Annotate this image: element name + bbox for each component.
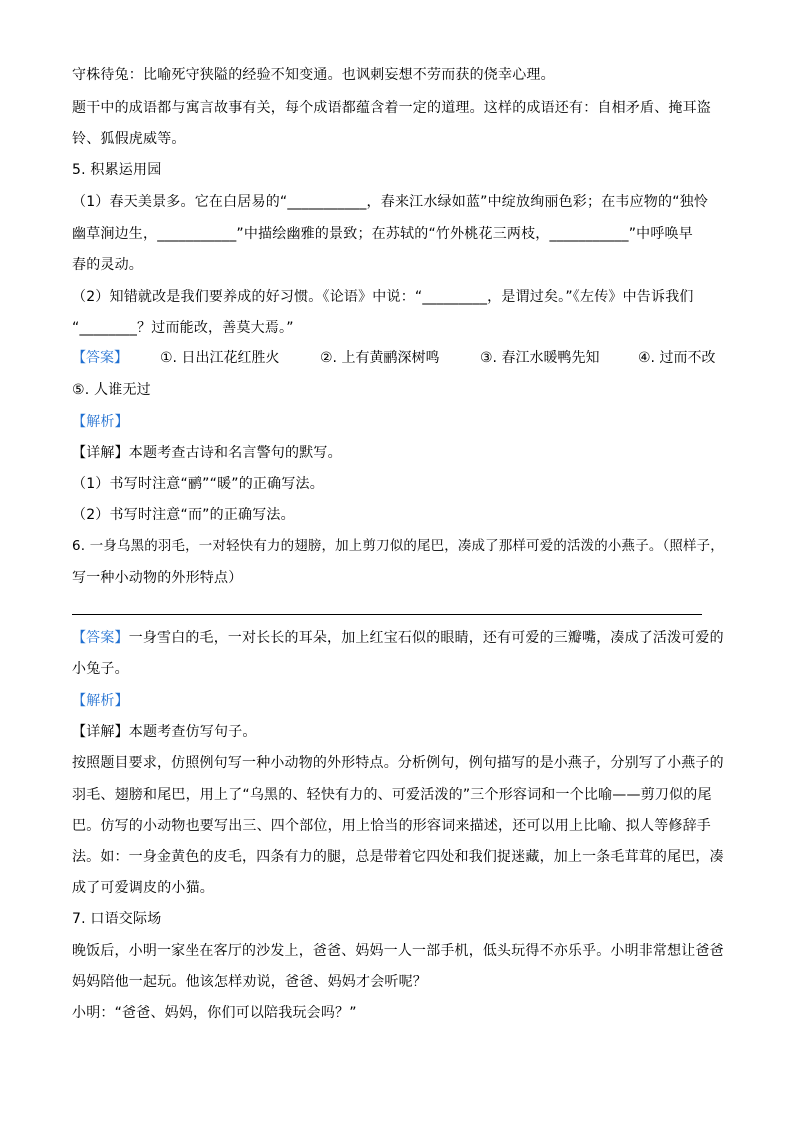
text-line: 按照题目要求，仿照例句写一种小动物的外形特点。分析例句，例句描写的是小燕子，分别写了小燕子的 xyxy=(72,755,724,771)
text-line: 法。如：一身金黄色的皮毛，四条有力的腿，总是带着它四处和我们捉迷藏，加上一条毛茸茸的尾巴，凑 xyxy=(72,849,724,865)
answer-label: 【答案】 xyxy=(72,630,129,646)
answer-item: ①. 日出江花红胜火 xyxy=(160,350,280,366)
text-line: 成了可爱调皮的小猫。 xyxy=(72,880,214,896)
text-line: （1）书写时注意“鹂”“暖”的正确写法。 xyxy=(72,476,324,492)
text-line: 巴。仿写的小动物也要写出三、四个部位，用上恰当的形容词来描述，还可以用上比喻、拟人等修辞手 xyxy=(72,818,711,834)
analysis-label: 【解析】 xyxy=(72,693,129,709)
text-line: 晚饭后，小明一家坐在客厅的沙发上，爸爸、妈妈一人一部手机，低头玩得不亦乐乎。小明非常想让爸爸 xyxy=(72,943,724,959)
text-line: （2）书写时注意“而”的正确写法。 xyxy=(72,507,295,523)
text-line: （1）春天美景多。它在白居易的“___________，春来江水绿如蓝”中绽放绚丽色彩；在韦应物的“独怜 xyxy=(72,194,709,210)
text-line: 小兔子。 xyxy=(72,661,129,677)
answer-row xyxy=(72,628,724,648)
text-line: 【详解】本题考查仿写句子。 xyxy=(72,724,257,740)
text-line: 小明：“爸爸、妈妈，你们可以陪我玩会吗？” xyxy=(72,1005,357,1021)
answer-item: ④. 过而不改 xyxy=(638,350,716,366)
text-line: 题干中的成语都与寓言故事有关，每个成语都蕴含着一定的道理。这样的成语还有：自相矛盾、掩耳盗 xyxy=(72,100,711,116)
answer-text: 一身雪白的毛，一对长长的耳朵，加上红宝石似的眼睛，还有可爱的三瓣嘴，凑成了活泼可爱的 xyxy=(128,630,724,646)
text-line: 妈妈陪他一起玩。他该怎样劝说，爸爸、妈妈才会听呢？ xyxy=(72,974,427,990)
answer-item: ⑤. 人谁无过 xyxy=(72,382,151,398)
text-line: 幽草涧边生，___________”中描绘幽雅的景致；在苏轼的“竹外桃花三两枝，___________”中呼唤早 xyxy=(72,226,693,242)
text-line: （2）知错就改是我们要养成的好习惯。《论语》中说：“_________，是谓过矣。”《左传》中告诉我们 xyxy=(72,289,694,305)
text-line: 春的灵动。 xyxy=(72,257,143,273)
section-heading: 6. 一身乌黑的羽毛，一对轻快有力的翅膀，加上剪刀似的尾巴，凑成了那样可爱的活泼的小燕子。（照样子， xyxy=(72,539,724,554)
answer-item: ②. 上有黄鹂深树鸣 xyxy=(320,350,440,366)
answer-blank-line xyxy=(72,614,702,615)
section-heading: 5. 积累运用园 xyxy=(72,162,162,178)
text-line: 写一种小动物的外形特点） xyxy=(72,570,243,586)
section-heading: 7. 口语交际场 xyxy=(72,911,162,927)
answer-item: ③. 春江水暖鸭先知 xyxy=(480,350,600,366)
text-line: 铃、狐假虎威等。 xyxy=(72,131,186,147)
text-line: 守株待兔：比喻死守狭隘的经验不知变通。也讽刺妄想不劳而获的侥幸心理。 xyxy=(72,67,555,83)
analysis-label: 【解析】 xyxy=(72,414,129,430)
text-line: 羽毛、翅膀和尾巴，用上了“乌黑的、轻快有力的、可爱活泼的”三个形容词和一个比喻——剪刀似的尾 xyxy=(72,787,712,803)
answer-label: 【答案】 xyxy=(72,350,128,366)
text-line: 【详解】本题考查古诗和名言警句的默写。 xyxy=(72,445,342,461)
text-line: “________？过而能改，善莫大焉。” xyxy=(72,320,294,336)
